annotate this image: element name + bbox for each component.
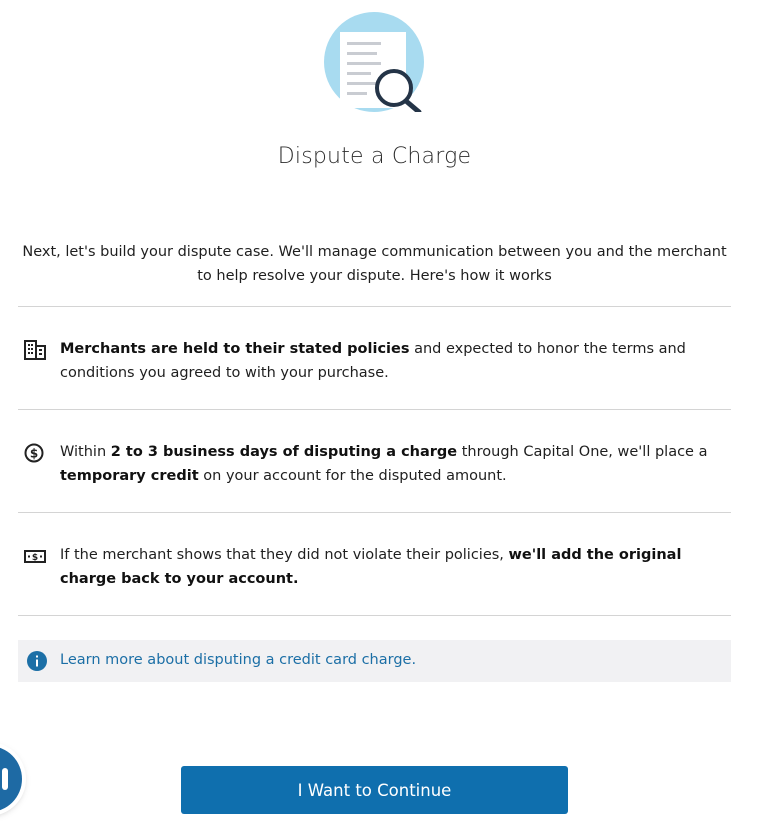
page-title: Dispute a Charge [277, 144, 472, 169]
chat-launcher-button[interactable] [0, 746, 22, 812]
chat-icon [2, 768, 8, 790]
svg-text:$: $ [31, 553, 39, 563]
svg-text:$: $ [29, 446, 39, 461]
learn-more-banner [18, 640, 731, 682]
temporary-credit-text: Within 2 to 3 business days of disputing a charge through Capital One, we'll place a temporary credit on your account for the disputed amount. [60, 444, 708, 484]
divider [18, 409, 731, 410]
intro-text: Next, let's build your dispute case. We'll manage communication between you and the merchant to help resolve your dispute. Here's how it works [22, 244, 727, 284]
info-icon [27, 651, 47, 671]
dollar-circle-icon [24, 443, 46, 463]
dollar-bill-icon [24, 546, 46, 566]
divider [18, 512, 731, 513]
building-icon [24, 340, 46, 360]
merchants-policy-text: Merchants are held to their stated policies and expected to honor the terms and conditions you agreed to with your purchase. [60, 341, 686, 381]
divider [18, 615, 731, 616]
divider [18, 306, 731, 307]
continue-button[interactable]: I Want to Continue [181, 766, 568, 814]
learn-more-link[interactable]: Learn more about disputing a credit card charge. [60, 652, 417, 668]
original-charge-text: If the merchant shows that they did not violate their policies, we'll add the original charge back to your account. [60, 547, 682, 587]
document-search-icon [324, 12, 424, 112]
